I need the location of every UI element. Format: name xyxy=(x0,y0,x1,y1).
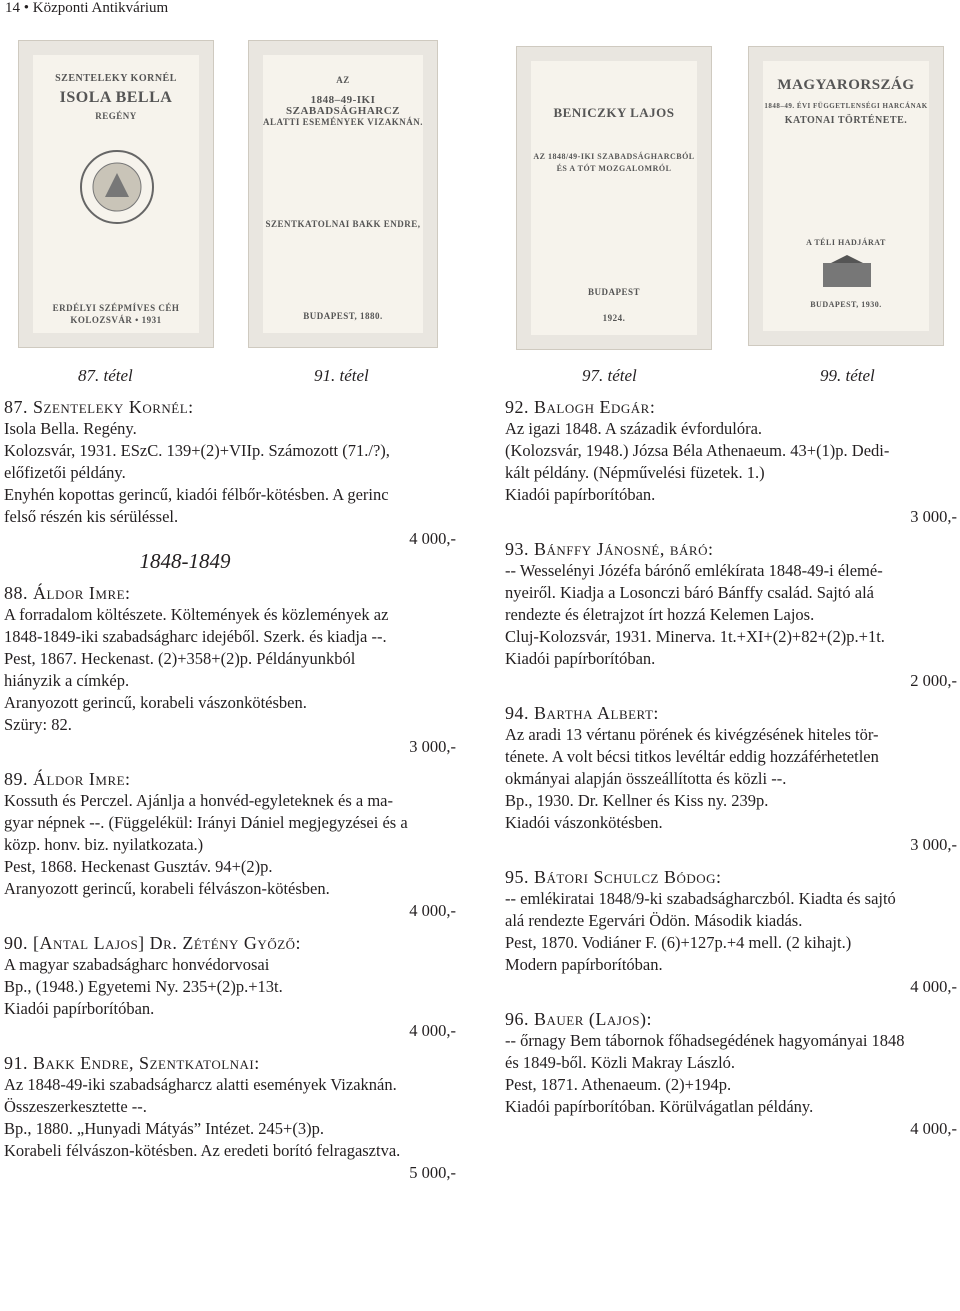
item-line: Modern papírborítóban. xyxy=(505,955,663,974)
item-number: 96. xyxy=(505,1009,529,1029)
cover-title: AZ 1848/49-IKI SZABADSÁGHARCBÓL xyxy=(533,152,695,161)
item-price: 4 000,- xyxy=(409,529,456,548)
item-price: 3 000,- xyxy=(910,835,957,854)
cover-volume: A TÉLI HADJÁRAT xyxy=(806,238,886,247)
cover-country: MAGYARORSZÁG xyxy=(777,77,915,93)
cover-author: SZENTELEKY KORNÉL xyxy=(55,73,177,84)
item-line: kált példány. (Népművelési füzetek. 1.) xyxy=(505,463,765,482)
cover-title: ISOLA BELLA xyxy=(59,89,173,106)
item-author: Áldor Imre: xyxy=(33,583,131,603)
item-line: Pest, 1870. Vodiáner F. (6)+127p.+4 mell. (2 kihajt.) xyxy=(505,933,852,952)
item-author: Bakk Endre, Szentkatolnai: xyxy=(33,1053,260,1073)
item-price: 2 000,- xyxy=(910,671,957,690)
book-cover-photo-87 xyxy=(18,40,214,348)
listing-item-92 xyxy=(505,396,957,528)
item-line: alá rendezte Egervári Ödön. Második kiadás. xyxy=(505,911,803,930)
item-number: 95. xyxy=(505,867,529,887)
photo-caption-87: 87. tétel xyxy=(78,366,133,385)
item-line: rendezte és életrajzot írt hozzá Kelemen Lajos. xyxy=(505,605,815,624)
item-line: -- Wesselényi Józéfa bárónő emlékírata 1848-49-i élemé- xyxy=(505,561,883,580)
book-cover-photo-99 xyxy=(748,46,944,346)
item-line: (Kolozsvár, 1948.) Józsa Béla Athenaeum. 43+(1)p. Dedi- xyxy=(505,441,890,460)
cover-subtitle: REGÉNY xyxy=(95,111,137,121)
item-line: A forradalom költészete. Költemények és közlemények az xyxy=(4,605,389,624)
item-line: Kiadói papírborítóban. xyxy=(505,649,656,668)
item-line: okmányai alapján összeállította és közli --. xyxy=(505,769,787,788)
listing-item-94 xyxy=(505,702,957,856)
item-price: 3 000,- xyxy=(910,507,957,526)
item-number: 90. xyxy=(4,933,28,953)
item-line: hiányzik a címkép. xyxy=(4,671,130,690)
item-line: Szüry: 82. xyxy=(4,715,72,734)
cover-place: BUDAPEST xyxy=(587,287,640,297)
item-line: Bp., (1948.) Egyetemi Ny. 235+(2)p.+13t. xyxy=(4,977,283,996)
item-line: Kiadói papírborítóban. xyxy=(505,485,656,504)
photo-caption-99: 99. tétel xyxy=(820,366,875,385)
item-author: Balogh Edgár: xyxy=(534,397,656,417)
item-line: ténete. A volt bécsi titkos levéltár eddig hozzáférhetetlen xyxy=(505,747,879,766)
item-line: Cluj-Kolozsvár, 1931. Minerva. 1t.+XI+(2)+82+(2)p.+1t. xyxy=(505,627,885,646)
item-line: gyar népnek --. (Függelékül: Irányi Dániel megjegyzései és a xyxy=(4,813,408,832)
item-line: Az igazi 1848. A századik évfordulóra. xyxy=(505,419,763,438)
listing-item-91 xyxy=(4,1052,456,1184)
item-line: Pest, 1868. Heckenast Gusztáv. 94+(2)p. xyxy=(4,857,273,876)
item-author: Bánffy Jánosné, báró: xyxy=(534,539,714,559)
item-number: 89. xyxy=(4,769,28,789)
item-line: Pest, 1871. Athenaeum. (2)+194p. xyxy=(505,1075,732,1094)
cover-author: BENICZKY LAJOS xyxy=(553,105,675,120)
item-price: 4 000,- xyxy=(409,901,456,920)
item-line: Összeszerkesztette --. xyxy=(4,1097,147,1116)
item-line: közp. honv. biz. nyilatkozata.) xyxy=(4,835,204,854)
cover-title-line: AZ xyxy=(336,75,350,85)
item-line: felső részén kis sérüléssel. xyxy=(4,507,179,526)
listing-item-95 xyxy=(505,866,957,998)
item-line: előfizetői példány. xyxy=(4,463,126,482)
item-line: nyeiről. Kiadja a Losonczi báró Bánffy család. Sajtó alá xyxy=(505,583,874,602)
item-author: Bartha Albert: xyxy=(534,703,659,723)
item-line: Az aradi 13 vértanu pörének és kivégzésének hiteles tör- xyxy=(505,725,879,744)
item-number: 88. xyxy=(4,583,28,603)
page-header: 14 • Központi Antikvárium xyxy=(5,0,169,16)
cover-place-year: KOLOZSVÁR • 1931 xyxy=(70,315,162,325)
cover-year: 1924. xyxy=(602,313,626,323)
cover-editor: SZENTKATOLNAI BAKK ENDRE, xyxy=(265,219,421,229)
item-number: 91. xyxy=(4,1053,28,1073)
item-price: 3 000,- xyxy=(409,737,456,756)
item-number: 93. xyxy=(505,539,529,559)
item-price: 4 000,- xyxy=(910,1119,957,1138)
item-line: Kiadói papírborítóban. Körülvágatlan példány. xyxy=(505,1097,814,1116)
item-number: 92. xyxy=(505,397,529,417)
cover-title: KATONAI TÖRTÉNETE. xyxy=(784,115,908,126)
item-author: Áldor Imre: xyxy=(33,769,131,789)
item-line: Kossuth és Perczel. Ajánlja a honvéd-egyleteknek és a ma- xyxy=(4,791,393,810)
item-line: A magyar szabadságharc honvédorvosai xyxy=(4,955,270,974)
listing-item-89 xyxy=(4,768,456,922)
item-line: Isola Bella. Regény. xyxy=(4,419,137,438)
listing-item-90 xyxy=(4,932,456,1042)
cover-subtitle: 1848–49. ÉVI FÜGGETLENSÉGI HARCÁNAK xyxy=(764,102,928,110)
item-line: Kiadói papírborítóban. xyxy=(4,999,155,1018)
item-author: [Antal Lajos] Dr. Zétény Győző: xyxy=(33,933,302,953)
item-author: Bauer (Lajos): xyxy=(534,1009,652,1029)
item-line: Pest, 1867. Heckenast. (2)+358+(2)p. Példányunkból xyxy=(4,649,356,668)
item-line: 1848-1849-iki szabadságharc idejéből. Szerk. és kiadja --. xyxy=(4,627,387,646)
cover-place-year: BUDAPEST, 1930. xyxy=(810,300,882,309)
item-line: Az 1848-49-iki szabadságharcz alatti események Vizaknán. xyxy=(4,1075,397,1094)
right-column xyxy=(505,396,957,1140)
left-column xyxy=(4,396,456,1184)
era-heading: 1848-1849 xyxy=(139,549,231,573)
cover-subtitle: ÉS A TÓT MOZGALOMRÓL xyxy=(556,164,672,173)
listing-item-96 xyxy=(505,1008,957,1140)
cover-title: 1848–49-IKI SZABADSÁGHARCZ xyxy=(286,94,400,117)
publisher-emblem-icon xyxy=(77,147,157,227)
item-author: Bátori Schulcz Bódog: xyxy=(534,867,722,887)
book-cover-photo-91 xyxy=(248,40,438,348)
item-line: Bp., 1930. Dr. Kellner és Kiss ny. 239p. xyxy=(505,791,769,810)
photo-caption-91: 91. tétel xyxy=(314,366,369,385)
item-price: 5 000,- xyxy=(409,1163,456,1182)
item-line: Aranyozott gerincű, korabeli vászonkötésben. xyxy=(4,693,307,712)
item-line: -- őrnagy Bem tábornok főhadsegédének hagyományai 1848 xyxy=(505,1031,905,1050)
item-number: 94. xyxy=(505,703,529,723)
item-price: 4 000,- xyxy=(409,1021,456,1040)
item-line: és 1849-ből. Közli Makray László. xyxy=(505,1053,736,1072)
item-number: 87. xyxy=(4,397,28,417)
book-cover-photo-97 xyxy=(516,46,712,350)
item-line: Kolozsvár, 1931. ESzC. 139+(2)+VIIp. Számozott (71./?), xyxy=(4,441,390,460)
cover-publisher: ERDÉLYI SZÉPMÍVES CÉH xyxy=(52,303,180,313)
item-price: 4 000,- xyxy=(910,977,957,996)
cover-subtitle: ALATTI ESEMÉNYEK VIZAKNÁN. xyxy=(263,117,423,127)
cover-emblem-icon xyxy=(821,255,873,291)
photo-caption-97: 97. tétel xyxy=(582,366,637,385)
item-author: Szenteleky Kornél: xyxy=(33,397,194,417)
item-line: Korabeli félvászon-kötésben. Az eredeti borító felragasztva. xyxy=(4,1141,401,1160)
cover-place-year: BUDAPEST, 1880. xyxy=(303,311,383,321)
item-line: Enyhén kopottas gerincű, kiadói félbőr-kötésben. A gerinc xyxy=(4,485,389,504)
listing-item-87 xyxy=(4,396,456,550)
listing-item-93 xyxy=(505,538,957,692)
listing-item-88 xyxy=(4,582,456,758)
item-line: Kiadói vászonkötésben. xyxy=(505,813,663,832)
item-line: Bp., 1880. „Hunyadi Mátyás” Intézet. 245+(3)p. xyxy=(4,1119,324,1138)
item-line: Aranyozott gerincű, korabeli félvászon-kötésben. xyxy=(4,879,330,898)
item-line: -- emlékiratai 1848/9-ki szabadságharczból. Kiadta és sajtó xyxy=(505,889,896,908)
